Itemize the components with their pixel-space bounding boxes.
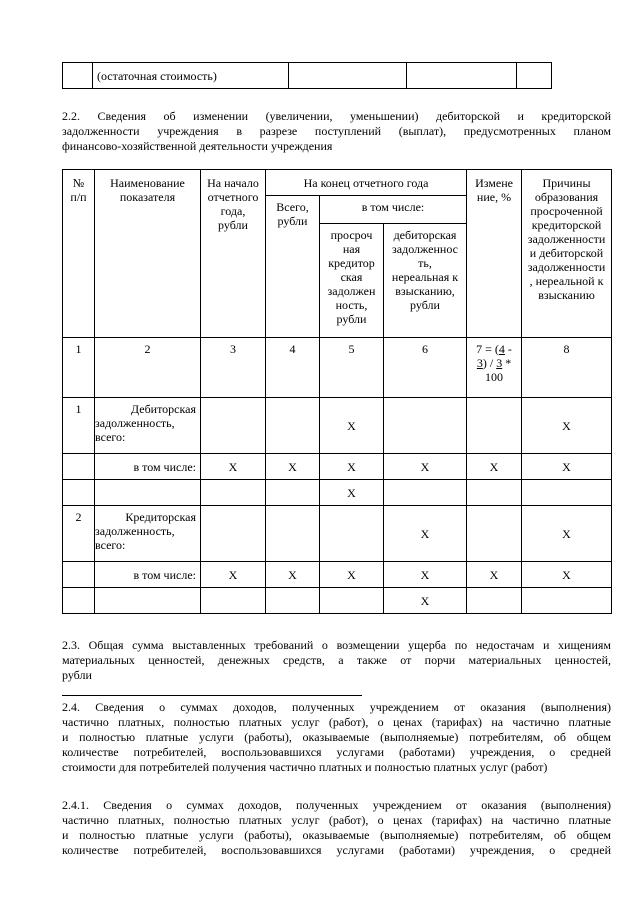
col-number: 5 (320, 338, 384, 398)
text-line (62, 668, 611, 696)
header-text: нереальная к (391, 270, 459, 284)
table-cell (95, 480, 201, 506)
col-number: 1 (63, 338, 95, 398)
x-mark: X (467, 562, 522, 588)
header-text: взысканию, (395, 284, 455, 298)
table-cell (467, 480, 522, 506)
header-num (63, 170, 95, 338)
row-label-text: Кредиторская (125, 510, 196, 524)
row-number: 1 (63, 398, 95, 454)
residual-value-label: (остаточная стоимость) (93, 63, 289, 89)
header-text: рубли (410, 298, 440, 312)
header-text: № (72, 176, 85, 190)
section-2-3-text (62, 638, 611, 696)
text-line: 2.4. Сведения о суммах доходов, полученных учреждением от оказания (выполнения) (62, 700, 611, 714)
header-text: кредиторской (531, 218, 602, 232)
header-text: На начало (207, 176, 259, 190)
row-label-text: задолженность, (95, 416, 175, 430)
text-line: 2.4.1. Сведения о суммах доходов, полученных учреждением от оказания (выполнения) (62, 798, 611, 812)
text-line: частично платных, полностью платных услуг (работ), о ценах (тарифах) на частично платные (62, 715, 611, 729)
section-2-2-text (62, 109, 611, 154)
row-label-payables (95, 506, 201, 562)
header-text: ние, % (476, 190, 512, 204)
table-cell (63, 562, 95, 588)
header-text: дебиторская (393, 228, 457, 242)
x-mark: X (201, 454, 266, 480)
text-line: 2.2. Сведения об изменении (увеличении, уменьшении) дебиторской и кредиторской (62, 109, 611, 123)
header-text: взысканию (538, 288, 595, 302)
table-row (63, 562, 612, 588)
x-mark: X (384, 506, 467, 562)
header-text: ная (342, 242, 361, 256)
col-number: 2 (95, 338, 201, 398)
row-label-text: Дебиторская (130, 402, 196, 416)
x-mark: X (320, 454, 384, 480)
header-text: отчетного (207, 190, 259, 204)
formula-part: ) / (482, 356, 497, 370)
header-overdue-payables (320, 224, 384, 338)
formula-part: 3 (496, 356, 503, 370)
including-label: в том числе: (95, 562, 201, 588)
table-cell (384, 480, 467, 506)
row-label-text: всего: (95, 538, 126, 552)
text-line: стоимости для потребителей получения частично платных и полностью платных услуг (работ) (62, 760, 548, 774)
x-mark: X (320, 398, 384, 454)
table-cell (467, 398, 522, 454)
table-cell (63, 588, 95, 614)
header-text: , нереальной к (529, 274, 604, 288)
formula-part: 3 (476, 356, 483, 370)
x-mark: X (522, 454, 612, 480)
header-start (201, 170, 266, 338)
table-cell (266, 588, 320, 614)
table-cell (63, 480, 95, 506)
header-text: ность, (335, 298, 368, 312)
formula-part: 7 = ( (476, 342, 499, 356)
header-text: задолжен (327, 284, 376, 298)
x-mark: X (320, 480, 384, 506)
formula-part: - (504, 342, 512, 356)
x-mark: X (320, 562, 384, 588)
table-row (63, 454, 612, 480)
col-number: 4 (266, 338, 320, 398)
header-text: ть, (418, 256, 432, 270)
table-row (63, 506, 612, 562)
change-formula (467, 338, 522, 398)
col-number: 3 (201, 338, 266, 398)
receivables-payables-table (62, 169, 612, 614)
table-cell (266, 506, 320, 562)
text-line: и полностью платные услуги (работы), оказываемые (выполняемые) потребителям, об общем (62, 730, 611, 744)
header-text: Измене (475, 176, 513, 190)
table-cell (201, 506, 266, 562)
blank-fill-line (62, 683, 362, 696)
header-text: просроченной (530, 204, 603, 218)
x-mark: X (467, 454, 522, 480)
text-line: количестве потребителей, воспользовавшихся услугами (работами) учреждения, о средней (62, 843, 611, 857)
header-name (95, 170, 201, 338)
table-cell (266, 480, 320, 506)
text-line: материальных ценностей, денежных средств, а также от порчи материальных ценностей, (62, 653, 611, 667)
header-text: задолженности (527, 232, 606, 246)
table-row (63, 398, 612, 454)
header-text: показателя (119, 190, 176, 204)
table-cell (320, 588, 384, 614)
x-mark: X (266, 562, 320, 588)
residual-value-table (62, 62, 552, 89)
table-row (63, 588, 612, 614)
including-label: в том числе: (95, 454, 201, 480)
table-cell (95, 588, 201, 614)
header-text: года, (220, 204, 246, 218)
x-mark: X (522, 506, 612, 562)
header-text: ская (340, 270, 363, 284)
table-cell (289, 63, 407, 89)
col-number: 6 (384, 338, 467, 398)
table-cell (201, 398, 266, 454)
formula-line (467, 356, 521, 370)
header-text: просроч (330, 228, 373, 242)
header-text: Причины (542, 176, 591, 190)
row-label-text: всего: (95, 430, 126, 444)
table-cell (63, 454, 95, 480)
table-cell (201, 588, 266, 614)
header-end-group: На конец отчетного года (266, 170, 467, 196)
formula-line (467, 342, 521, 356)
x-mark: X (522, 562, 612, 588)
x-mark: X (384, 454, 467, 480)
text-line: количестве потребителей, воспользовавшихся услугами (работами) учреждения, о средней (62, 745, 611, 759)
table-cell (384, 398, 467, 454)
table-row (63, 480, 612, 506)
x-mark: X (522, 398, 612, 454)
header-text: и дебиторской (529, 246, 604, 260)
table-cell (201, 480, 266, 506)
table-row (63, 170, 612, 196)
header-change (467, 170, 522, 338)
table-cell (320, 506, 384, 562)
text-line: задолженности учреждения в разрезе поступлений (выплат), предусмотренных планом (62, 124, 611, 138)
table-row (63, 63, 552, 89)
table-cell (517, 63, 552, 89)
header-unrecoverable-receivables (384, 224, 467, 338)
header-including: в том числе: (320, 196, 467, 224)
table-cell (467, 506, 522, 562)
header-text: задолженнос (392, 242, 458, 256)
text-line: частично платных, полностью платных услуг (работ), о ценах (тарифах) на частично платные (62, 813, 611, 827)
text-line: финансово-хозяйственной деятельности учреждения (62, 139, 333, 153)
table-cell (467, 588, 522, 614)
header-text: рубли (277, 214, 308, 228)
header-text: задолженности (527, 260, 606, 274)
formula-part: 4 (498, 342, 505, 356)
x-mark: X (201, 562, 266, 588)
header-total (266, 196, 320, 338)
row-label-text: задолженность, (95, 524, 175, 538)
header-text: образования (534, 190, 599, 204)
table-cell (266, 398, 320, 454)
header-text: рубли (218, 218, 248, 232)
row-label-receivables (95, 398, 201, 454)
header-text: рубли (336, 312, 367, 326)
header-text: кредитор (328, 256, 375, 270)
section-2-4-1-text (62, 798, 611, 858)
text-line: и полностью платные услуги (работы), оказываемые (выполняемые) потребителям, об общем (62, 828, 611, 842)
rubles-label: рубли (62, 668, 92, 682)
header-text: Всего, (276, 200, 309, 214)
table-cell (63, 63, 93, 89)
row-number: 2 (63, 506, 95, 562)
text-line: 2.3. Общая сумма выставленных требований о возмещении ущерба по недостачам и хищениям (62, 638, 611, 652)
column-numbers-row (63, 338, 612, 398)
formula-line: 100 (485, 370, 504, 384)
x-mark: X (384, 562, 467, 588)
table-cell (522, 588, 612, 614)
table-cell (522, 480, 612, 506)
header-text: п/п (70, 190, 87, 204)
section-2-4-text (62, 700, 611, 775)
x-mark: X (266, 454, 320, 480)
x-mark: X (384, 588, 467, 614)
col-number: 8 (522, 338, 612, 398)
header-reasons (522, 170, 612, 338)
formula-part: * (502, 356, 512, 370)
header-text: Наименование (110, 176, 185, 190)
table-cell (407, 63, 517, 89)
